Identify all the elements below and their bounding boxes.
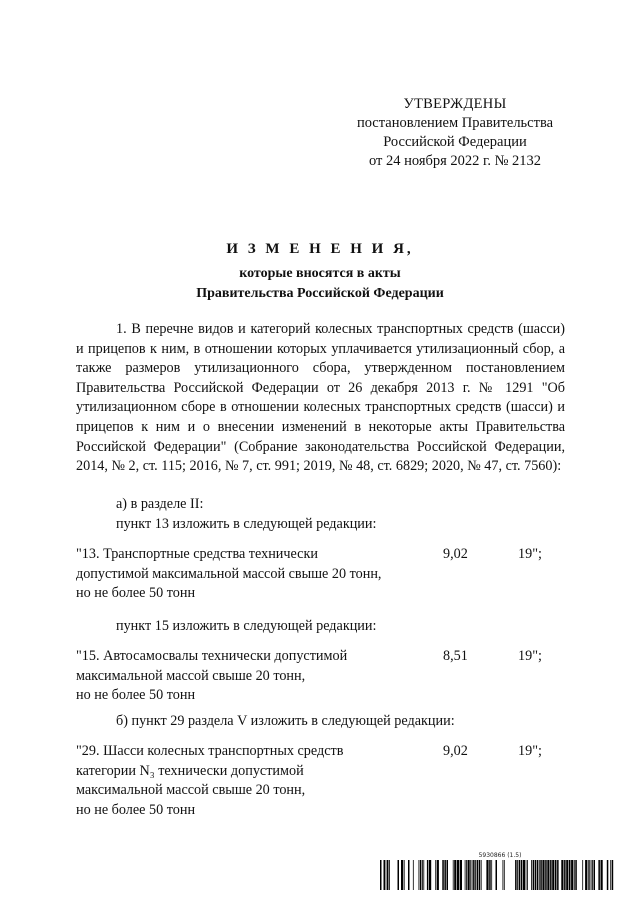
paragraph-1: 1. В перечне видов и категорий колесных транспортных средств (шасси) и прицепов к ним, в отношении которых уплачивается утилизационный сбор, а также размеров утилизационного сбора, утвержденном постановлением Правительства Российской Федерации от 26 декабря 2013 г. № 1291 "Об утилизационном сборе в отношении колесных транспортных средств (шасси) и прицепов к ним и о внесении изменений в некоторые акты Правительства Российской Федерации" (Собрание законодательства Российской Федерации, 2014, № 2, ст. 115; 2016, № 7, ст. 991; 2019, № 48, ст. 6829; 2020, № 47, ст. 7560): bbox=[76, 321, 565, 475]
row-rate: 19"; bbox=[518, 546, 542, 562]
row-line: максимальной массой свыше 20 тонн, bbox=[76, 782, 306, 799]
row-value: 9,02 bbox=[443, 546, 468, 562]
row-rate: 19"; bbox=[518, 743, 542, 759]
row-line: но не более 50 тонн bbox=[76, 801, 196, 818]
approval-block bbox=[340, 95, 570, 171]
item-b: б) пункт 29 раздела V изложить в следующей редакции: bbox=[116, 713, 455, 729]
document-title: И З М Е Н Е Н И Я, bbox=[226, 241, 414, 257]
approval-line-1: постановлением Правительства bbox=[356, 115, 554, 131]
row-line: максимальной массой свыше 20 тонн, bbox=[76, 667, 306, 684]
row-rate: 19"; bbox=[518, 648, 542, 664]
row-line: допустимой максимальной массой свыше 20 тонн, bbox=[76, 565, 382, 582]
approval-line-3: от 24 ноября 2022 г. № 2132 bbox=[368, 153, 542, 169]
approval-line-2: Российской Федерации bbox=[383, 134, 527, 150]
row-value: 9,02 bbox=[443, 743, 468, 759]
row-line: "15. Автосамосвалы технически допустимой bbox=[76, 648, 348, 664]
row-line: "13. Транспортные средства технически bbox=[76, 546, 318, 562]
row-value: 8,51 bbox=[443, 648, 468, 664]
document-subtitle-1: которые вносятся в акты bbox=[239, 266, 401, 281]
row-description bbox=[76, 742, 416, 820]
point-13-intro: пункт 13 изложить в следующей редакции: bbox=[116, 516, 377, 532]
row-line: категории N₃ технически допустимой bbox=[76, 762, 304, 779]
barcode-icon bbox=[380, 860, 620, 890]
row-line: но не более 50 тонн bbox=[76, 585, 196, 602]
approval-heading: УТВЕРЖДЕНЫ bbox=[403, 96, 507, 112]
row-line: но не более 50 тонн bbox=[76, 687, 196, 704]
row-description bbox=[76, 647, 416, 706]
item-a: а) в разделе II: bbox=[116, 496, 204, 512]
document-code: 5930866 (1.5) bbox=[478, 852, 522, 859]
row-line: "29. Шасси колесных транспортных средств bbox=[76, 743, 344, 759]
document-subtitle-2: Правительства Российской Федерации bbox=[196, 286, 444, 301]
point-15-intro: пункт 15 изложить в следующей редакции: bbox=[116, 618, 377, 634]
row-description bbox=[76, 545, 416, 604]
